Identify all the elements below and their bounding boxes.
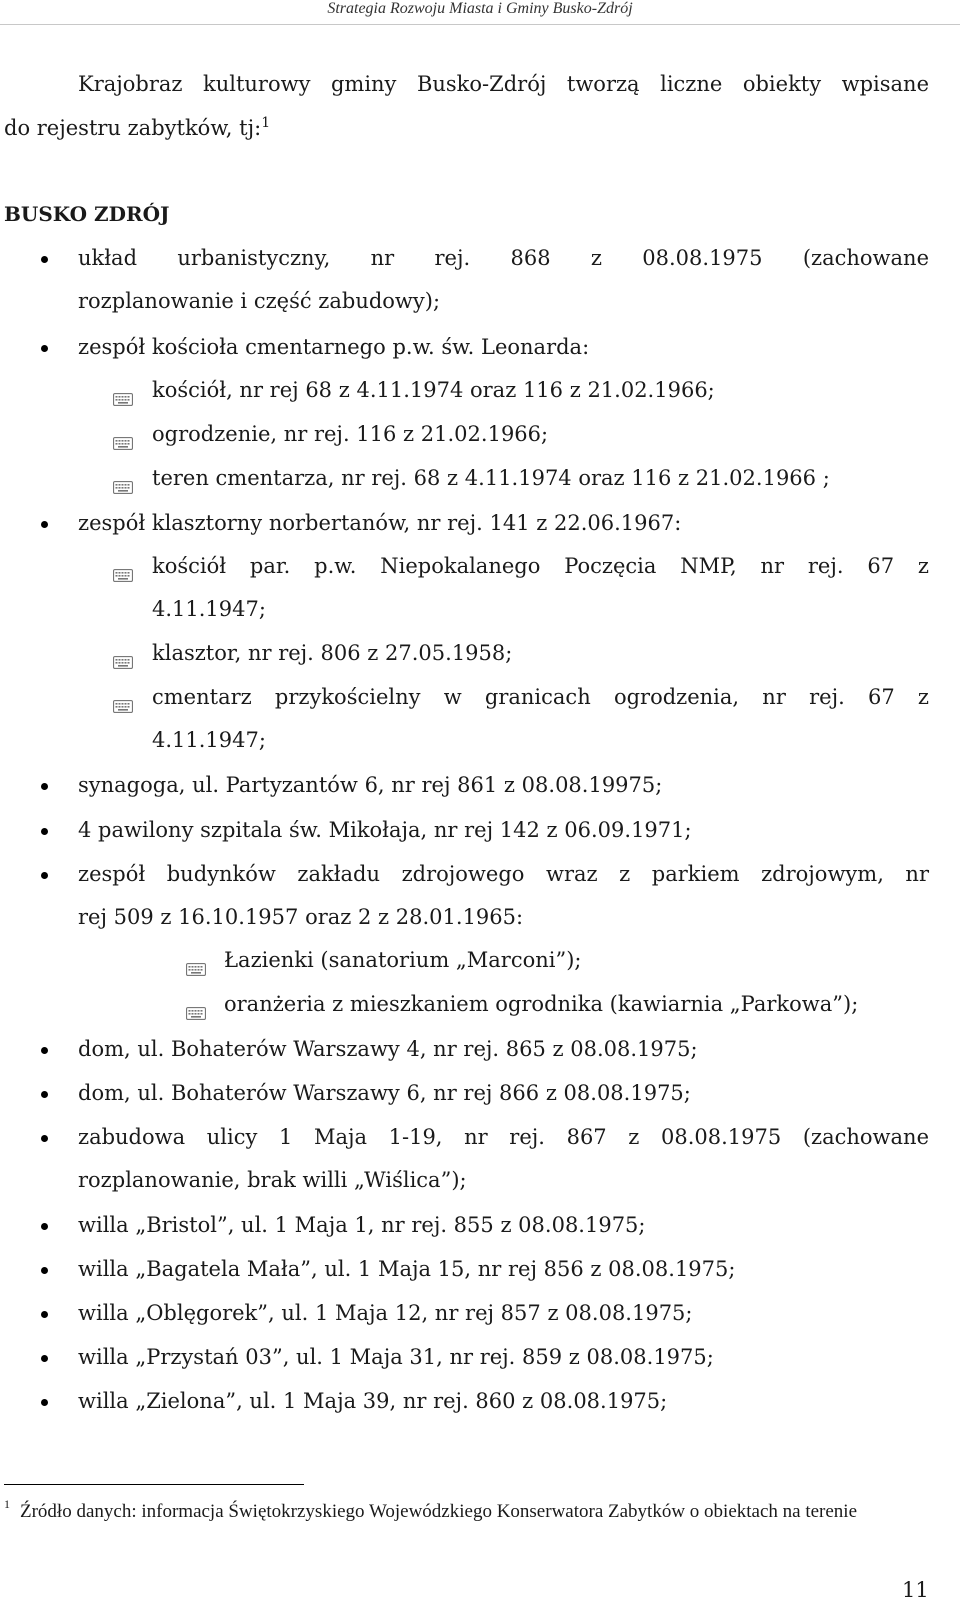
page-number: 11 (902, 1578, 929, 1602)
list-item: willa „Bristol”, ul. 1 Maja 1, nr rej. 855 z 08.08.1975; (78, 1213, 646, 1237)
keyboard-icon (113, 481, 133, 494)
sub-list-item-continued: 4.11.1947; (152, 728, 266, 752)
running-header: Strategia Rozwoju Miasta i Gminy Busko-Zdrój (327, 0, 633, 17)
list-item: willa „Przystań 03”, ul. 1 Maja 31, nr rej. 859 z 08.08.1975; (78, 1345, 714, 1369)
list-item: zespół kościoła cmentarnego p.w. św. Leonarda: (78, 335, 590, 359)
bullet (41, 1223, 48, 1230)
list-item: zabudowa ulicy 1 Maja 1-19, nr rej. 867 z 08.08.1975 (zachowane (78, 1125, 929, 1149)
section-heading: BUSKO ZDRÓJ (4, 202, 170, 226)
bullet (41, 256, 48, 263)
list-item: willa „Bagatela Mała”, ul. 1 Maja 15, nr rej 856 z 08.08.1975; (78, 1257, 736, 1281)
keyboard-icon (186, 1007, 206, 1020)
sub-list-item: ogrodzenie, nr rej. 116 z 21.02.1966; (152, 422, 549, 446)
bullet (41, 345, 48, 352)
sub-list-item: Łazienki (sanatorium „Marconi”); (224, 948, 582, 972)
list-item: zespół klasztorny norbertanów, nr rej. 141 z 22.06.1967: (78, 511, 682, 535)
bullet (41, 1091, 48, 1098)
keyboard-icon (113, 393, 133, 406)
list-item: synagoga, ul. Partyzantów 6, nr rej 861 z 08.08.19975; (78, 773, 663, 797)
list-item-continued: rozplanowanie, brak willi „Wiślica”); (78, 1168, 467, 1192)
keyboard-icon (113, 656, 133, 669)
intro-line-2-text: do rejestru zabytków, tj: (4, 116, 262, 140)
footnote-ref: 1 (261, 115, 271, 131)
bullet (41, 1267, 48, 1274)
sub-list-item: kościół par. p.w. Niepokalanego Poczęcia NMP, nr rej. 67 z (152, 554, 929, 578)
header-rule (0, 24, 960, 25)
bullet (41, 1311, 48, 1318)
footnote-separator (4, 1484, 304, 1485)
sub-list-item: klasztor, nr rej. 806 z 27.05.1958; (152, 641, 513, 665)
footnote-text: Źródło danych: informacja Świętokrzyskiego Wojewódzkiego Konserwatora Zabytków o obiektach na terenie (20, 1501, 858, 1522)
sub-list-item: teren cmentarza, nr rej. 68 z 4.11.1974 oraz 116 z 21.02.1966 ; (152, 466, 830, 490)
keyboard-icon (113, 569, 133, 582)
bullet (41, 521, 48, 528)
keyboard-icon (113, 700, 133, 713)
footnote-mark: 1 (4, 1497, 10, 1511)
keyboard-icon (186, 963, 206, 976)
bullet (41, 783, 48, 790)
list-item-continued: rej 509 z 16.10.1957 oraz 2 z 28.01.1965: (78, 905, 524, 929)
list-item-continued: rozplanowanie i część zabudowy); (78, 289, 441, 313)
sub-list-item: oranżeria z mieszkaniem ogrodnika (kawiarnia „Parkowa”); (224, 992, 859, 1016)
sub-list-item: cmentarz przykościelny w granicach ogrodzenia, nr rej. 67 z (152, 685, 929, 709)
keyboard-icon (113, 437, 133, 450)
list-item: willa „Oblęgorek”, ul. 1 Maja 12, nr rej 857 z 08.08.1975; (78, 1301, 693, 1325)
list-item: dom, ul. Bohaterów Warszawy 4, nr rej. 865 z 08.08.1975; (78, 1037, 698, 1061)
list-item: układ urbanistyczny, nr rej. 868 z 08.08.1975 (zachowane (78, 246, 929, 270)
bullet (41, 1047, 48, 1054)
list-item: 4 pawilony szpitala św. Mikołaja, nr rej 142 z 06.09.1971; (78, 818, 692, 842)
bullet (41, 1355, 48, 1362)
bullet (41, 1399, 48, 1406)
intro-line-1: Krajobraz kulturowy gminy Busko-Zdrój tworzą liczne obiekty wpisane (78, 72, 929, 96)
sub-list-item: kościół, nr rej 68 z 4.11.1974 oraz 116 z 21.02.1966; (152, 378, 715, 402)
list-item: willa „Zielona”, ul. 1 Maja 39, nr rej. 860 z 08.08.1975; (78, 1389, 668, 1413)
intro-line-2 (4, 106, 270, 151)
bullet (41, 1135, 48, 1142)
list-item: zespół budynków zakładu zdrojowego wraz z parkiem zdrojowym, nr (78, 862, 929, 886)
sub-list-item-continued: 4.11.1947; (152, 597, 266, 621)
bullet (41, 828, 48, 835)
bullet (41, 872, 48, 879)
list-item: dom, ul. Bohaterów Warszawy 6, nr rej 866 z 08.08.1975; (78, 1081, 691, 1105)
